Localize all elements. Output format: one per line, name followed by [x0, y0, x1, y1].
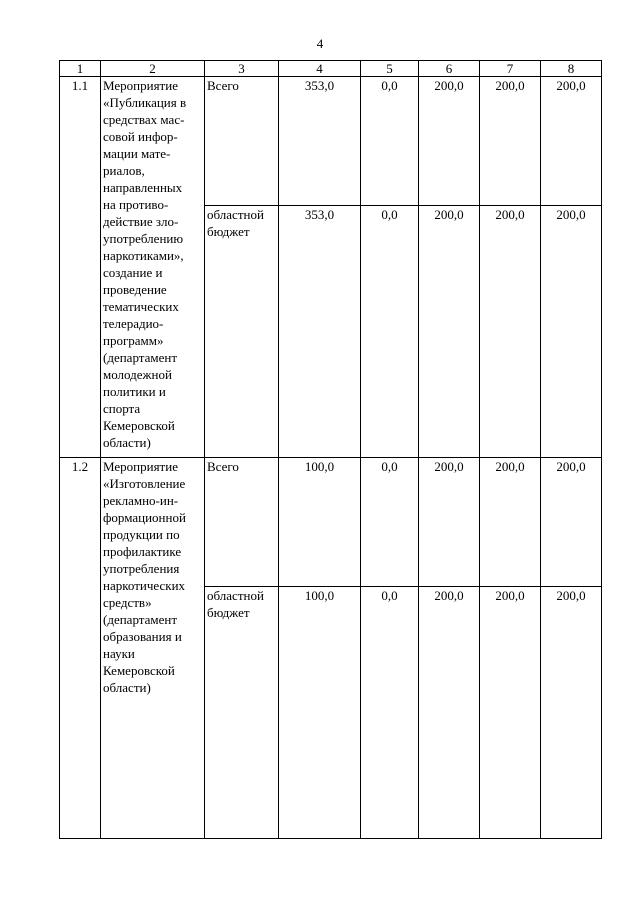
value-cell: 200,0: [541, 206, 602, 458]
value-cell: 100,0: [279, 458, 361, 587]
column-header: 8: [541, 61, 602, 77]
column-header: 2: [101, 61, 205, 77]
value-cell: 0,0: [361, 206, 419, 458]
value-cell: 353,0: [279, 77, 361, 206]
column-header: 7: [480, 61, 541, 77]
source-label: Всего: [205, 458, 279, 587]
value-cell: 200,0: [541, 458, 602, 587]
page-number: 4: [316, 36, 324, 51]
description-text: Мероприятие «Публикация в средствах мас- совой инфор- мации мате- риалов, направленных на противо- действие зло- употреблению наркотиками», создание и проведение тематических телерадио- программ» (департамент молодежной политики и спорта Кемеровской области): [103, 78, 187, 450]
column-header: 1: [60, 61, 101, 77]
value-cell: 200,0: [541, 587, 602, 839]
row-description: [101, 77, 205, 458]
column-header: 4: [279, 61, 361, 77]
value-cell: 200,0: [480, 77, 541, 206]
table-row: [60, 77, 602, 206]
value-cell: 100,0: [279, 587, 361, 839]
value-cell: 353,0: [279, 206, 361, 458]
row-number: 1.2: [60, 458, 101, 839]
row-number: 1.1: [60, 77, 101, 458]
column-header: 3: [205, 61, 279, 77]
value-cell: 200,0: [480, 587, 541, 839]
value-cell: 200,0: [480, 206, 541, 458]
value-cell: 200,0: [541, 77, 602, 206]
value-cell: 200,0: [480, 458, 541, 587]
column-header: 6: [419, 61, 480, 77]
value-cell: 200,0: [419, 77, 480, 206]
value-cell: 0,0: [361, 77, 419, 206]
table-row: [60, 458, 602, 587]
program-table: [59, 60, 602, 839]
value-cell: 200,0: [419, 206, 480, 458]
column-number-row: [60, 61, 602, 77]
description-text: Мероприятие «Изготовление рекламно-ин- формационной продукции по профилактике употребления наркотических средств» (департамент образования и науки Кемеровской области): [103, 459, 186, 695]
value-cell: 0,0: [361, 458, 419, 587]
source-label: областной бюджет: [205, 206, 279, 458]
row-description: [101, 458, 205, 839]
column-header: 5: [361, 61, 419, 77]
value-cell: 200,0: [419, 458, 480, 587]
source-label: Всего: [205, 77, 279, 206]
source-label: областной бюджет: [205, 587, 279, 839]
value-cell: 200,0: [419, 587, 480, 839]
value-cell: 0,0: [361, 587, 419, 839]
